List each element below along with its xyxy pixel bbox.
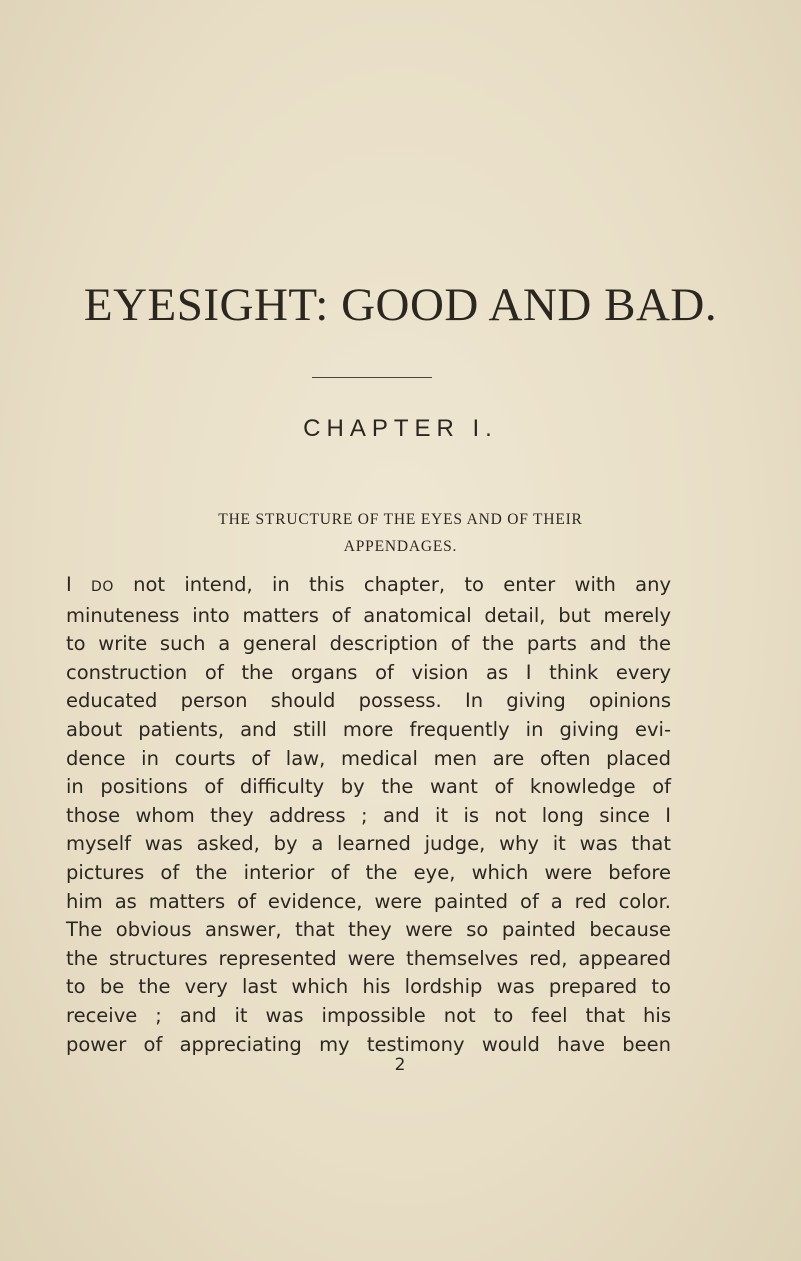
- paragraph-line: educated person should possess. In giving opinions: [66, 689, 671, 713]
- paragraph-line: him as matters of evidence, were painted of a red color.: [66, 889, 671, 913]
- chapter-subtitle: [100, 506, 701, 560]
- paragraph-line: those whom they address ; and it is not long since I: [66, 803, 671, 827]
- paragraph-line: to write such a general description of the parts and the: [66, 632, 671, 656]
- paragraph-line: construction of the organs of vision as I think every: [66, 660, 671, 684]
- paragraph-line: power of appreciating my testimony would have been: [66, 1032, 671, 1056]
- opening-smallcap: DO: [91, 579, 114, 595]
- page-number: 2: [394, 1055, 406, 1075]
- paragraph-line: the structures represented were themselves red, appeared: [66, 946, 671, 970]
- paragraph-line: to be the very last which his lordship was prepared to: [66, 975, 671, 999]
- title-divider-rule: [312, 377, 432, 378]
- paragraph-line: about patients, and still more frequently in giving evi-: [66, 717, 671, 741]
- chapter-subtitle-line: THE STRUCTURE OF THE EYES AND OF THEIR: [218, 511, 583, 528]
- paragraph-line: myself was asked, by a learned judge, why it was that: [66, 832, 671, 856]
- paragraph-line: The obvious answer, that they were so painted because: [66, 918, 671, 942]
- paragraph-line: receive ; and it was impossible not to feel that his: [66, 1003, 671, 1027]
- body-paragraph: [66, 571, 671, 1059]
- paragraph-line: [66, 571, 671, 602]
- chapter-subtitle-line: APPENDAGES.: [343, 538, 458, 555]
- opening-word: I: [66, 573, 72, 596]
- paragraph-line: in positions of difficulty by the want of knowledge of: [66, 775, 671, 799]
- paragraph-line: minuteness into matters of anatomical detail, but merely: [66, 603, 671, 627]
- book-title: EYESIGHT: GOOD AND BAD.: [83, 279, 718, 331]
- opening-line-rest: not intend, in this chapter, to enter with any: [113, 573, 672, 596]
- chapter-heading: CHAPTER I.: [303, 415, 498, 442]
- paragraph-line: dence in courts of law, medical men are often placed: [66, 746, 671, 770]
- paragraph-line: pictures of the interior of the eye, which were before: [66, 860, 671, 884]
